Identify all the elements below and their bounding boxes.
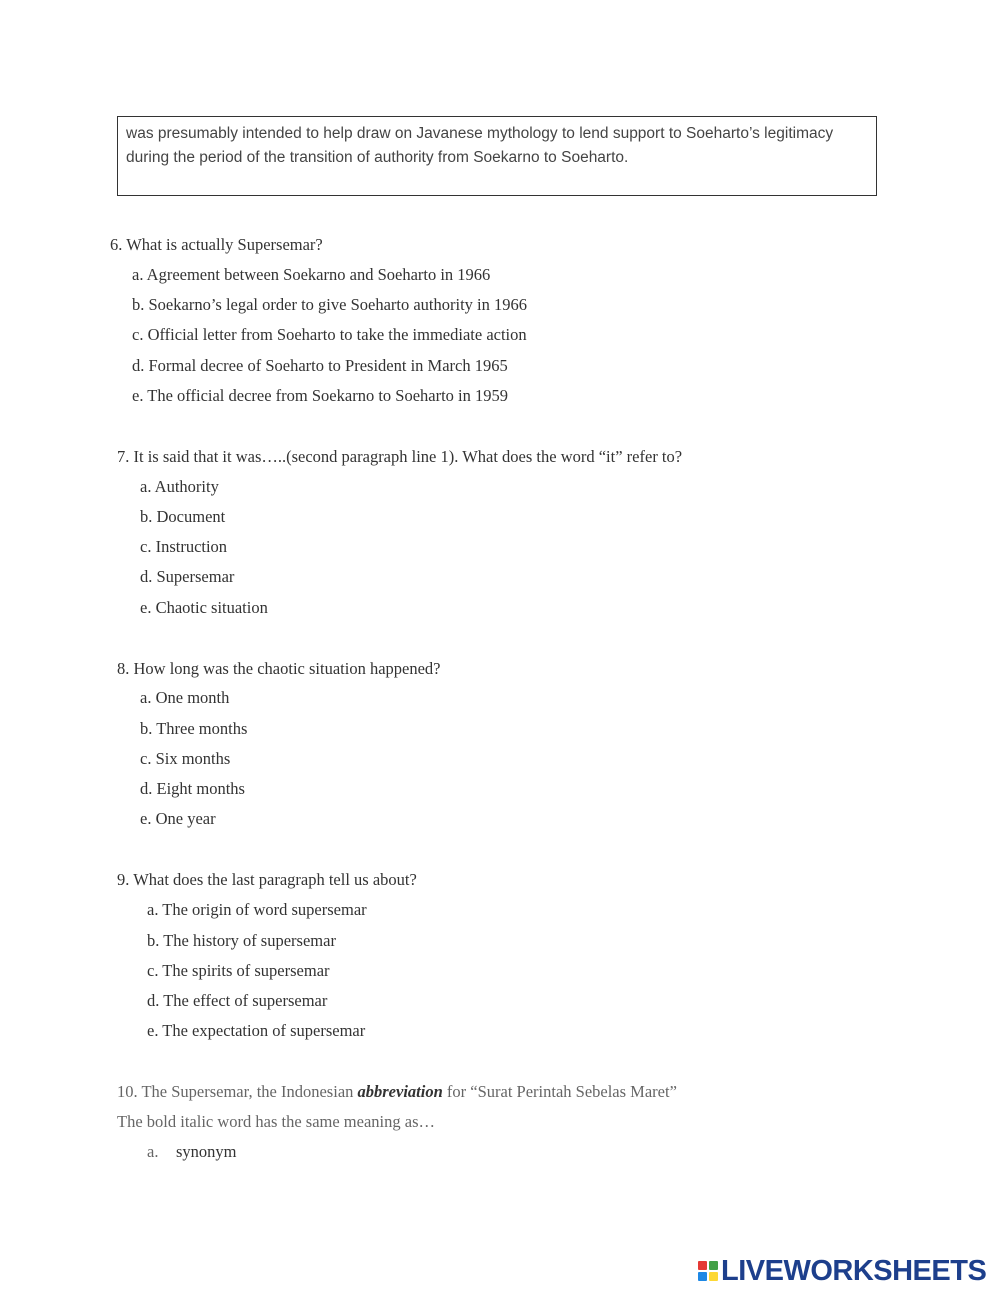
question-9-option-b[interactable]: b. The history of supersemar bbox=[147, 931, 336, 950]
logo-block-blue bbox=[698, 1272, 707, 1281]
question-6-option-b[interactable]: b. Soekarno’s legal order to give Soeharto authority in 1966 bbox=[132, 295, 528, 314]
passage-line-2: during the period of the transition of authority from Soekarno to Soeharto. bbox=[126, 149, 629, 166]
logo-block-green bbox=[709, 1261, 718, 1270]
question-6-option-e[interactable]: e. The official decree from Soekarno to Soeharto in 1959 bbox=[132, 386, 509, 405]
question-9-option-e[interactable]: e. The expectation of supersemar bbox=[147, 1021, 366, 1040]
question-9-option-c[interactable]: c. The spirits of supersemar bbox=[147, 961, 330, 980]
question-7-prompt: 7. It is said that it was…..(second paragraph line 1). What does the word “it” refer to? bbox=[117, 447, 683, 466]
logo-block-red bbox=[698, 1261, 707, 1270]
question-7-option-b[interactable]: b. Document bbox=[140, 507, 226, 526]
question-8-option-d[interactable]: d. Eight months bbox=[140, 779, 245, 798]
question-6-option-c[interactable]: c. Official letter from Soeharto to take the immediate action bbox=[132, 325, 527, 344]
question-10-prompt bbox=[117, 1082, 677, 1102]
question-8-option-a[interactable]: a. One month bbox=[140, 688, 230, 707]
logo-text: LIVEWORKSHEETS bbox=[721, 1255, 987, 1287]
question-9-option-a[interactable]: a. The origin of word supersemar bbox=[147, 900, 367, 919]
question-7-option-e[interactable]: e. Chaotic situation bbox=[140, 598, 268, 617]
question-10-prefix: 10. The Supersemar, the Indonesian bbox=[117, 1082, 354, 1101]
question-10-option-a-letter: a. bbox=[147, 1142, 159, 1161]
question-7-option-a[interactable]: a. Authority bbox=[140, 477, 219, 496]
passage-excerpt-box bbox=[117, 116, 877, 196]
question-10-suffix: for “Surat Perintah Sebelas Maret” bbox=[446, 1082, 677, 1101]
question-10-keyword: abbreviation bbox=[357, 1082, 443, 1101]
question-6-prompt: 6. What is actually Supersemar? bbox=[110, 235, 323, 254]
question-9-option-d[interactable]: d. The effect of supersemar bbox=[147, 991, 328, 1010]
question-8-option-b[interactable]: b. Three months bbox=[140, 719, 248, 738]
question-10-instruction: The bold italic word has the same meaning as… bbox=[117, 1112, 435, 1131]
question-9-prompt: 9. What does the last paragraph tell us about? bbox=[117, 870, 417, 889]
question-7-option-d[interactable]: d. Supersemar bbox=[140, 567, 235, 586]
question-8-option-c[interactable]: c. Six months bbox=[140, 749, 231, 768]
question-8-option-e[interactable]: e. One year bbox=[140, 809, 216, 828]
question-10-option-a-text: synonym bbox=[176, 1142, 237, 1161]
logo-blocks-icon bbox=[698, 1261, 718, 1281]
logo-block-yellow bbox=[709, 1272, 718, 1281]
liveworksheets-logo bbox=[698, 1256, 986, 1286]
question-7-option-c[interactable]: c. Instruction bbox=[140, 537, 228, 556]
question-6-option-d[interactable]: d. Formal decree of Soeharto to President in March 1965 bbox=[132, 356, 508, 375]
question-8-prompt: 8. How long was the chaotic situation happened? bbox=[117, 659, 441, 678]
question-10-option-a[interactable] bbox=[147, 1142, 237, 1162]
question-6-option-a[interactable]: a. Agreement between Soekarno and Soeharto in 1966 bbox=[132, 265, 491, 284]
passage-line-1: was presumably intended to help draw on Javanese mythology to lend support to Soeharto’s legitimacy bbox=[126, 125, 834, 142]
